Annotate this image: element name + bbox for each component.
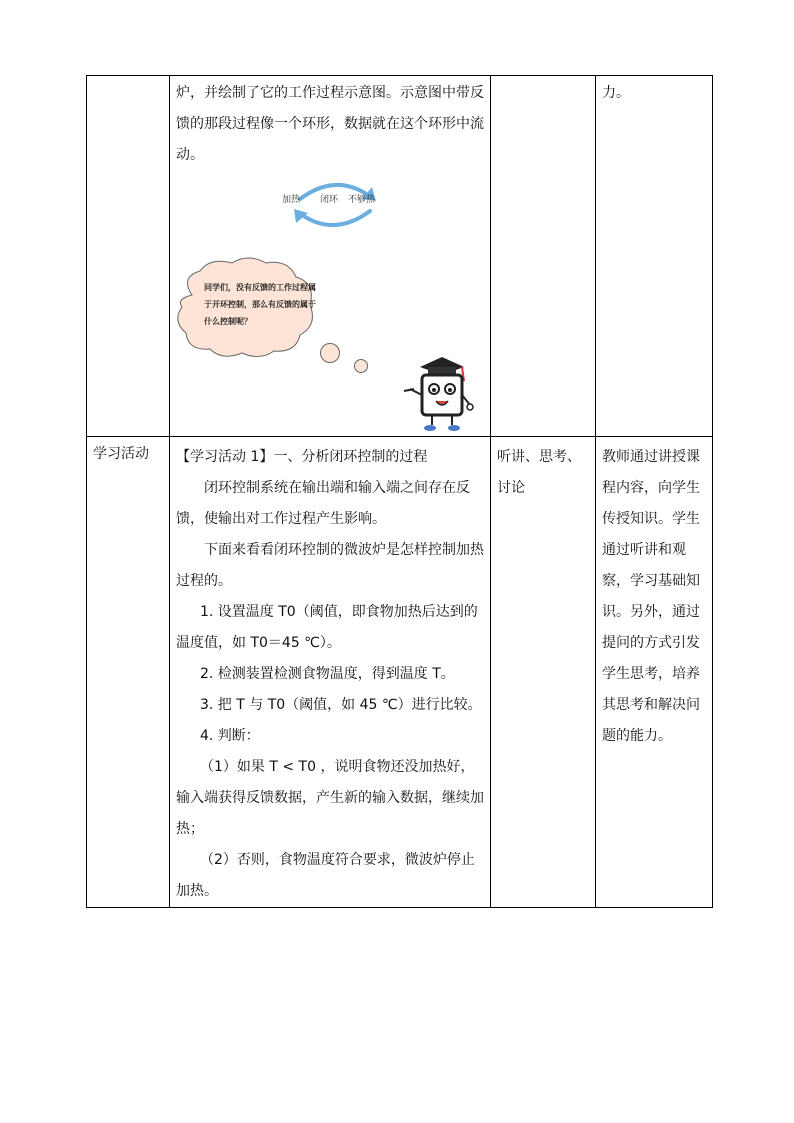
content-paragraph: 炉，并绘制了它的工作过程示意图。示意图中带反馈的那段过程像一个环形，数据就在这个环形中流动。 — [176, 85, 484, 163]
diagram-label-closed-loop: 闭环 — [320, 195, 339, 205]
case-1: （1）如果 T < T0 ，说明食物还没加热好，输入端获得反馈数据，产生新的输入数据，继续加热； — [176, 759, 484, 837]
speech-bubble-text: 同学们，没有反馈的工作过程属于开环控制，那么有反馈的属于什么控制呢？ — [204, 283, 316, 326]
row1-content-cell — [170, 76, 491, 437]
row2-activity-cell — [87, 437, 170, 908]
lesson-plan-table — [86, 75, 713, 908]
diagram-label-not-hot: 不够热 — [348, 195, 376, 205]
paragraph-1: 闭环控制系统在输出端和输入端之间存在反馈，使输出对工作过程产生影响。 — [176, 480, 470, 527]
diagram-label-heat: 加热 — [282, 195, 301, 205]
paragraph-2: 下面来看看闭环控制的微波炉是怎样控制加热过程的。 — [176, 542, 484, 589]
activity-heading: 【学习活动 1】一、分析闭环控制的过程 — [176, 449, 428, 465]
table-row — [87, 76, 713, 437]
student-activity-text: 听讲、思考、讨论 — [497, 449, 581, 496]
row1-intent-text: 力。 — [602, 85, 630, 101]
teacher-mascot-icon — [400, 355, 480, 435]
row1-activity-cell — [87, 76, 170, 437]
row2-content-cell — [170, 437, 491, 908]
table-row — [87, 437, 713, 908]
case-2: （2）否则，食物温度符合要求，微波炉停止加热。 — [176, 852, 475, 899]
thought-dot-large — [320, 343, 340, 363]
row2-student-cell — [491, 437, 596, 908]
row1-intent-cell — [596, 76, 713, 437]
step-1: 1. 设置温度 T0（阈值，即食物加热后达到的温度值，如 T0＝45 ℃）。 — [176, 604, 478, 651]
row2-intent-cell — [596, 437, 713, 908]
thought-dot-small — [354, 359, 368, 373]
design-intent-text: 教师通过讲授课程内容，向学生传授知识。学生通过听讲和观察，学习基础知识。另外，通过提问的方式引发学生思考，培养其思考和解决问题的能力。 — [602, 449, 700, 744]
step-4: 4. 判断： — [200, 728, 260, 744]
step-2: 2. 检测装置检测食物温度，得到温度 T。 — [200, 666, 455, 682]
step-3: 3. 把 T 与 T0（阈值，如 45 ℃）进行比较。 — [200, 697, 482, 713]
closed-loop-figure — [170, 171, 490, 436]
activity-label: 学习活动 — [93, 446, 149, 462]
row1-student-cell — [491, 76, 596, 437]
